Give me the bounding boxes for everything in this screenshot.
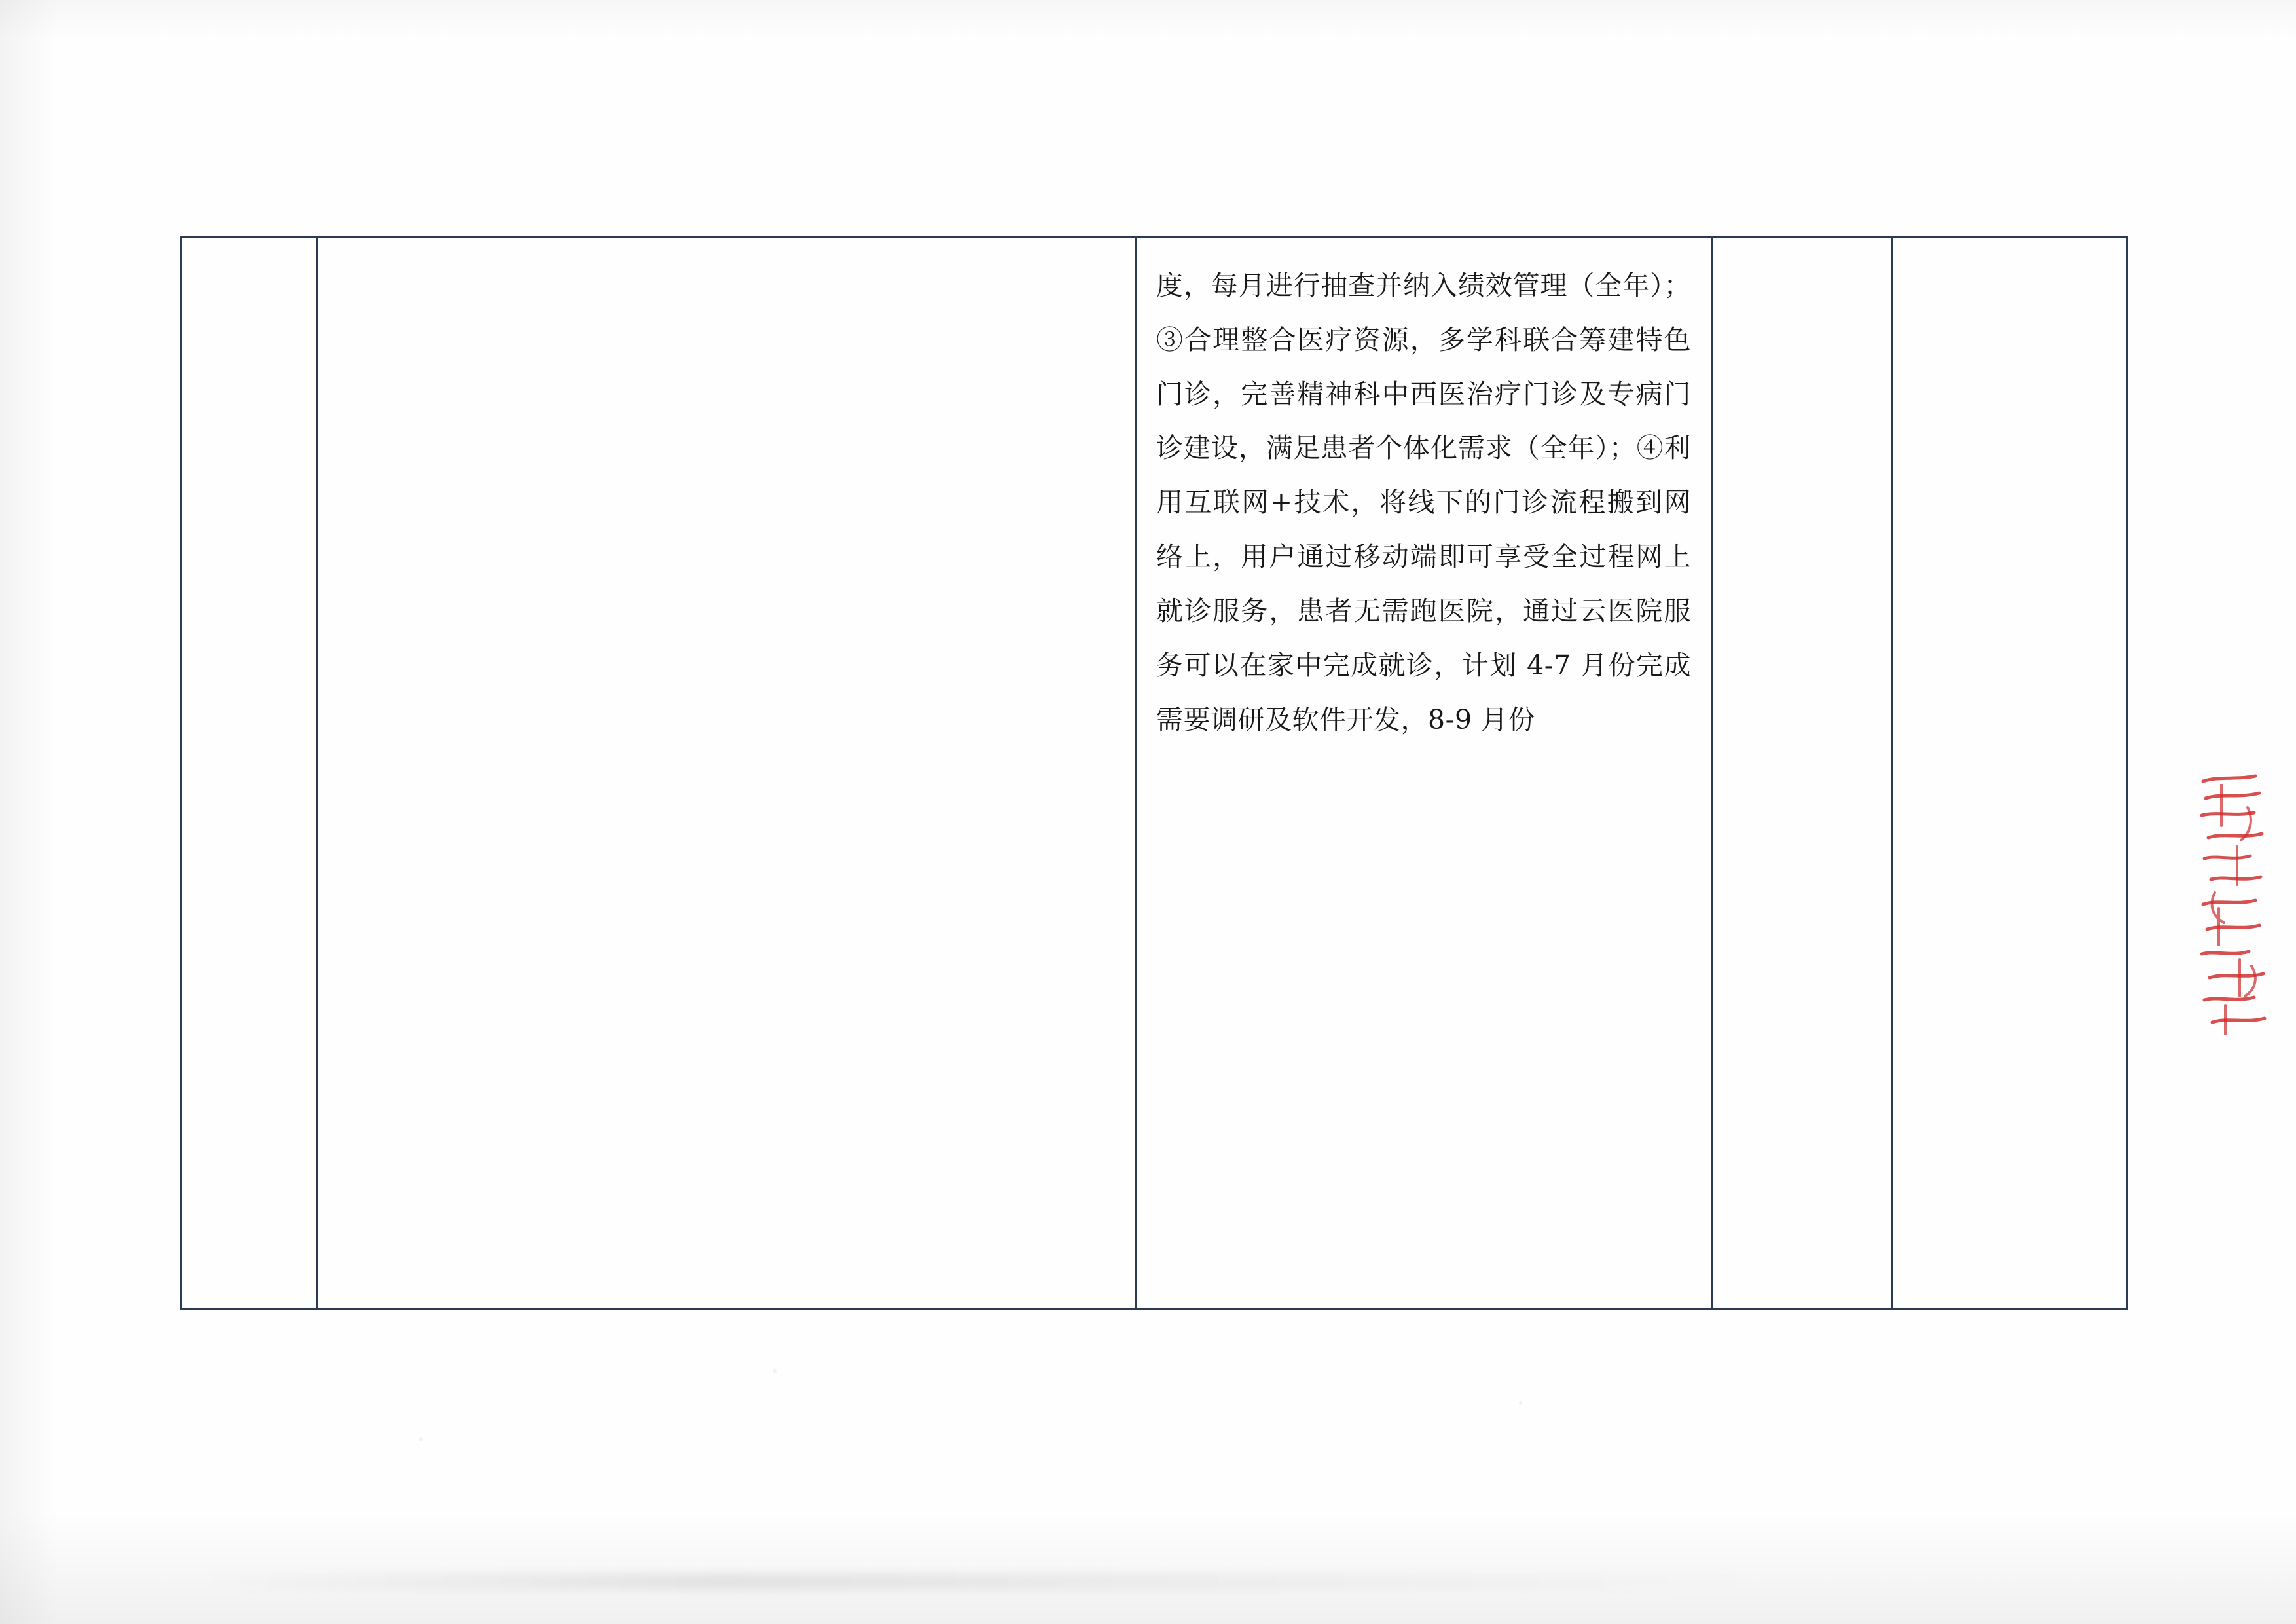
paper-speck: [1519, 1401, 1522, 1405]
paper-speck: [773, 1369, 777, 1373]
paper-speck: [419, 1437, 423, 1441]
document-table: [180, 236, 2128, 1310]
scan-shadow-top: [0, 0, 2296, 39]
table-cell-column-1: [182, 238, 316, 1308]
cell-text-column-2: [318, 238, 1135, 259]
table-cell-column-5: [1891, 238, 2126, 1308]
scan-shadow-left: [0, 0, 59, 1624]
scan-shadow-bottom: [0, 1513, 2296, 1624]
cell-text-column-5: [1893, 238, 2126, 259]
table-cell-column-2: [316, 238, 1135, 1308]
table-cell-column-3-content: [1135, 238, 1711, 1308]
cell-text-column-4: [1713, 238, 1891, 259]
table-cell-column-4: [1711, 238, 1891, 1308]
cell-text-column-1: [182, 238, 316, 259]
cell-text-column-3: 度，每月进行抽查并纳入绩效管理（全年）；③合理整合医疗资源，多学科联合筹建特色门诊，完善精神科中西医治疗门诊及专病门诊建设，满足患者个体化需求（全年）；④利用互联网+技术，将线下的门诊流程搬到网络上，用户通过移动端即可享受全过程网上就诊服务，患者无需跑医院，通过云医院服务可以在家中完成就诊，计划 4-7 月份完成需要调研及软件开发，8-9 月份: [1156, 270, 1691, 735]
scan-shadow-band: [196, 1573, 1768, 1590]
red-stamp-fragment-icon: [2199, 769, 2278, 1058]
